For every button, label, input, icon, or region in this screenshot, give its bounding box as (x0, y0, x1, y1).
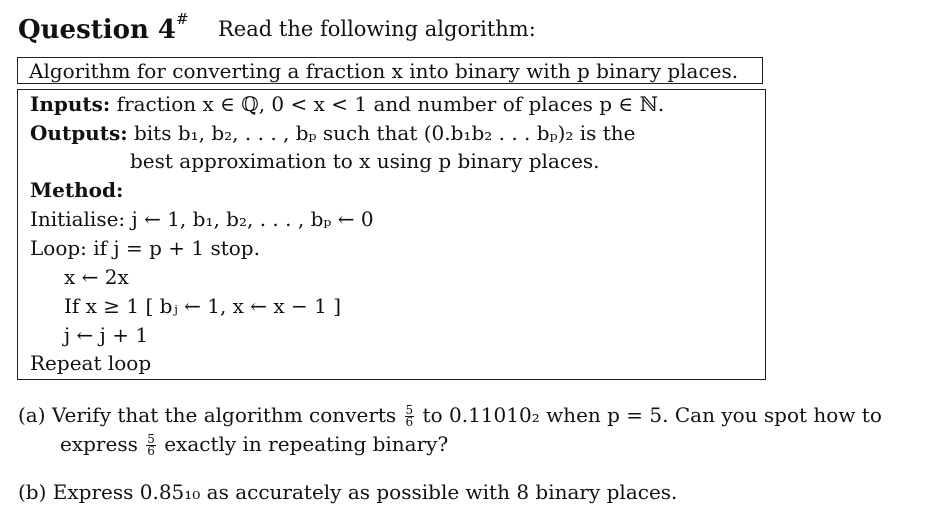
step-increment: j ← j + 1 (64, 323, 149, 347)
method-label: Method: (30, 178, 124, 202)
outputs-line (30, 121, 636, 145)
inputs-label: Inputs: (30, 92, 111, 116)
step-double: x ← 2x (64, 265, 129, 289)
outputs-label: Outputs: (30, 121, 128, 145)
part-a-line1: (a) Verify that the algorithm converts $\frac{5}{6}$ to 0.11010₂ when p = 5. Can you spot how to (18, 403, 882, 429)
title-mark: # (176, 10, 189, 28)
question-title: Question 4# (18, 10, 189, 45)
step-loop: Loop: if j = p + 1 stop. (30, 236, 260, 260)
question-intro: Read the following algorithm: (218, 17, 536, 41)
step-initialise: Initialise: j ← 1, b₁, b₂, . . . , bₚ ← 0 (30, 207, 374, 231)
part-a-label: (a) (18, 403, 46, 427)
outputs-text: bits b₁, b₂, . . . , bₚ such that (0.b₁b₂ . . . bₚ)₂ is the (133, 121, 636, 145)
inputs-text: fraction x ∈ ℚ, 0 < x < 1 and number of places p ∈ ℕ. (116, 92, 665, 116)
algorithm-title-box (17, 57, 763, 84)
fraction-five-sixths: $\frac{5}{6}$ (147, 432, 155, 458)
algorithm-box (17, 89, 766, 380)
outputs-text-continued: best approximation to x using p binary places. (130, 149, 600, 173)
part-b: (b) Express 0.85₁₀ as accurately as possible with 8 binary places. (18, 480, 678, 504)
step-if: If x ≥ 1 [ bⱼ ← 1, x ← x − 1 ] (64, 294, 342, 318)
part-b-label: (b) (18, 480, 47, 504)
algorithm-title: Algorithm for converting a fraction x into binary with p binary places. (29, 59, 739, 83)
inputs-line (30, 92, 664, 116)
fraction-five-sixths: $\frac{5}{6}$ (405, 403, 414, 429)
part-a-line2: express $\frac{5}{6}$ exactly in repeating binary? (60, 432, 449, 458)
step-repeat: Repeat loop (30, 351, 152, 375)
